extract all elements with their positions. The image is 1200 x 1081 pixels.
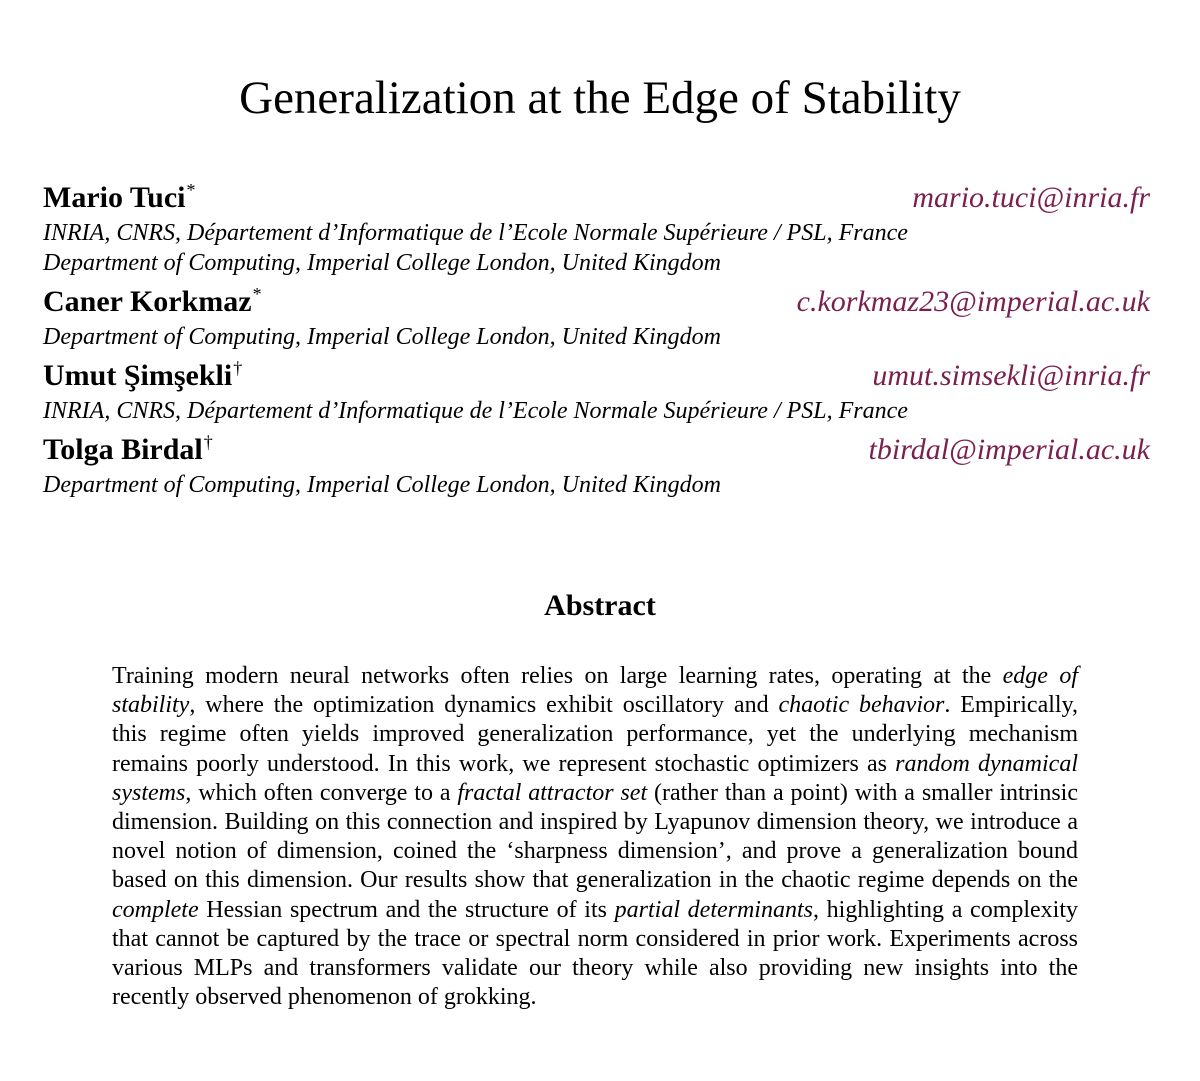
author-header bbox=[43, 178, 1150, 218]
author-affiliation: INRIA, CNRS, Département d’Informatique de l’Ecole Normale Supérieure / PSL, France bbox=[43, 220, 908, 246]
author-entry bbox=[43, 430, 1150, 500]
abstract-segment: , which often converge to a bbox=[185, 779, 458, 806]
abstract-body bbox=[112, 662, 1078, 1012]
author-name bbox=[43, 180, 196, 216]
author-name bbox=[43, 284, 262, 320]
abstract-segment: Training modern neural networks often relies on large learning rates, operating at the bbox=[112, 663, 1003, 689]
abstract-segment: (rather than a point) with a smaller intrinsic dimension. Building on this connection and inspired by Lyapunov dimension theory, we introduce a novel notion of dimension, coined the ‘sharpness dimension’, and prove a generalization bound based on this dimension. Our results show that generalization in the chaotic regime depends on the bbox=[112, 779, 1078, 894]
author-header bbox=[43, 356, 1150, 396]
author-name-text: Caner Korkmaz bbox=[43, 285, 252, 318]
author-email-link[interactable]: c.korkmaz23@imperial.ac.uk bbox=[796, 285, 1150, 318]
author-list bbox=[43, 178, 1150, 504]
author-affiliation: Department of Computing, Imperial College London, United Kingdom bbox=[43, 250, 721, 276]
author-affiliation: INRIA, CNRS, Département d’Informatique de l’Ecole Normale Supérieure / PSL, France bbox=[43, 398, 908, 424]
author-email-link[interactable]: tbirdal@imperial.ac.uk bbox=[868, 433, 1150, 466]
abstract-segment: , highlighting a complexity that cannot be captured by the trace or spectral norm considered in prior work. Experiments across various MLPs and transformers validate our theory while also providing new insights into the recently observed phenomenon of grokking. bbox=[112, 896, 1079, 1011]
abstract-emphasis: complete bbox=[112, 896, 199, 923]
author-name bbox=[43, 432, 213, 468]
abstract-emphasis: edge of stability bbox=[112, 663, 1078, 719]
author-header bbox=[43, 430, 1150, 470]
author-mark: † bbox=[203, 432, 213, 452]
author-mark: † bbox=[233, 358, 243, 378]
author-entry bbox=[43, 178, 1150, 278]
paper-title: Generalization at the Edge of Stability bbox=[239, 72, 961, 124]
author-email-link[interactable]: umut.simsekli@inria.fr bbox=[872, 359, 1150, 392]
author-affiliation: Department of Computing, Imperial College London, United Kingdom bbox=[43, 324, 721, 350]
abstract-emphasis: random dynamical systems bbox=[112, 750, 1078, 806]
abstract-emphasis: partial determinants bbox=[614, 896, 813, 923]
author-entry bbox=[43, 356, 1150, 426]
author-entry bbox=[43, 282, 1150, 352]
abstract-segment: Hessian spectrum and the structure of its bbox=[198, 896, 615, 923]
author-mark: * bbox=[252, 284, 262, 304]
abstract-emphasis: fractal attractor set bbox=[457, 779, 648, 806]
author-header bbox=[43, 282, 1150, 322]
author-name bbox=[43, 358, 242, 394]
author-mark: * bbox=[186, 180, 196, 200]
abstract-segment: , where the optimization dynamics exhibit oscillatory and bbox=[189, 692, 779, 719]
author-name-text: Tolga Birdal bbox=[43, 433, 203, 466]
author-name-text: Mario Tuci bbox=[43, 181, 186, 214]
abstract-emphasis: chaotic behavior bbox=[778, 692, 945, 719]
abstract-segment: . Empirically, this regime often yields improved generalization performance, yet the underlying mechanism remains poorly understood. In this work, we represent stochastic optimizers as bbox=[112, 692, 1079, 777]
author-email-link[interactable]: mario.tuci@inria.fr bbox=[912, 181, 1150, 214]
abstract-heading: Abstract bbox=[544, 589, 656, 622]
author-name-text: Umut Şimşekli bbox=[43, 359, 233, 392]
author-affiliation: Department of Computing, Imperial College London, United Kingdom bbox=[43, 472, 721, 498]
